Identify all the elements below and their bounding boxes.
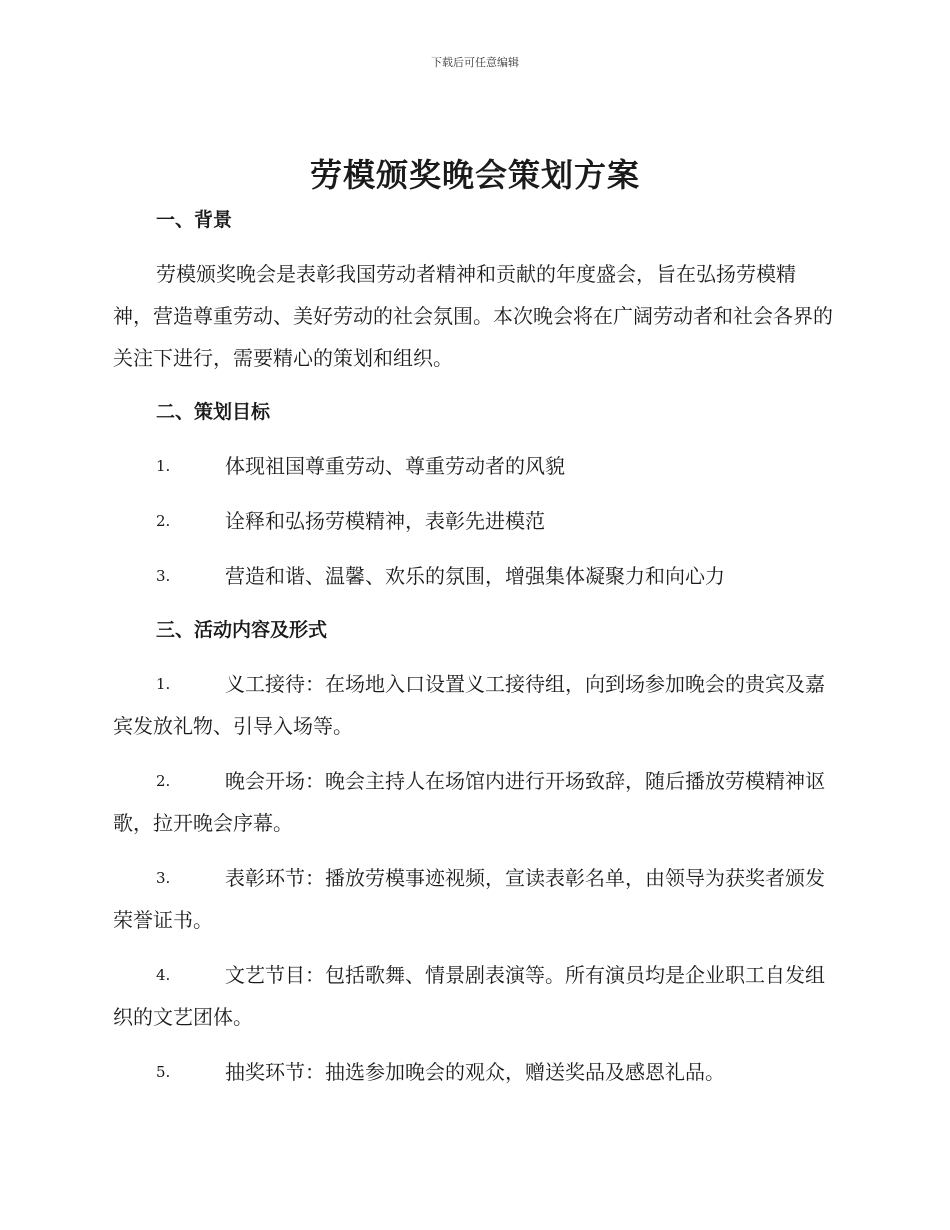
list-number: 3. [156, 567, 171, 585]
list-number: 5. [156, 1063, 171, 1081]
list-text: 体现祖国尊重劳动、尊重劳动者的风貌 [225, 454, 565, 478]
list-text: 表彰环节：播放劳模事迹视频，宣读表彰名单，由领导为获奖者颁发荣誉证书。 [113, 866, 825, 932]
list-text: 诠释和弘扬劳模精神，表彰先进模范 [225, 509, 545, 533]
list-item [113, 857, 835, 941]
list-number: 4. [156, 966, 171, 984]
background-paragraph: 劳模颁奖晚会是表彰我国劳动者精神和贡献的年度盛会，旨在弘扬劳模精神，营造尊重劳动、美好劳动的社会氛围。本次晚会将在广阔劳动者和社会各界的关注下进行，需要精心的策划和组织。 [113, 262, 833, 370]
list-text: 文艺节目：包括歌舞、情景剧表演等。所有演员均是企业职工自发组织的文艺团体。 [113, 963, 825, 1029]
list-item [113, 760, 835, 844]
list-number: 1. [156, 457, 171, 475]
list-item [113, 954, 835, 1038]
list-item [113, 1051, 835, 1093]
list-text: 营造和谐、温馨、欢乐的氛围，增强集体凝聚力和向心力 [225, 564, 725, 588]
list-text: 抽奖环节：抽选参加晚会的观众，赠送奖品及感恩礼品。 [225, 1060, 725, 1084]
list-item [113, 500, 835, 542]
list-number: 2. [156, 512, 171, 530]
section-heading-background: 一、背景 [156, 209, 233, 231]
list-number: 3. [156, 869, 171, 887]
list-number: 2. [156, 772, 171, 790]
document-title: 劳模颁奖晚会策划方案 [309, 156, 640, 194]
list-item [113, 555, 835, 597]
header-note: 下载后可任意编辑 [431, 56, 519, 69]
list-item [113, 445, 835, 487]
document-body [113, 200, 835, 1093]
list-text: 义工接待：在场地入口设置义工接待组，向到场参加晚会的贵宾及嘉宾发放礼物、引导入场等。 [113, 672, 825, 738]
list-text: 晚会开场：晚会主持人在场馆内进行开场致辞，随后播放劳模精神讴歌，拉开晚会序幕。 [113, 769, 825, 835]
list-number: 1. [156, 675, 171, 693]
section-heading-goals: 二、策划目标 [156, 401, 271, 423]
section-heading-activities: 三、活动内容及形式 [156, 619, 328, 641]
list-item [113, 663, 835, 747]
